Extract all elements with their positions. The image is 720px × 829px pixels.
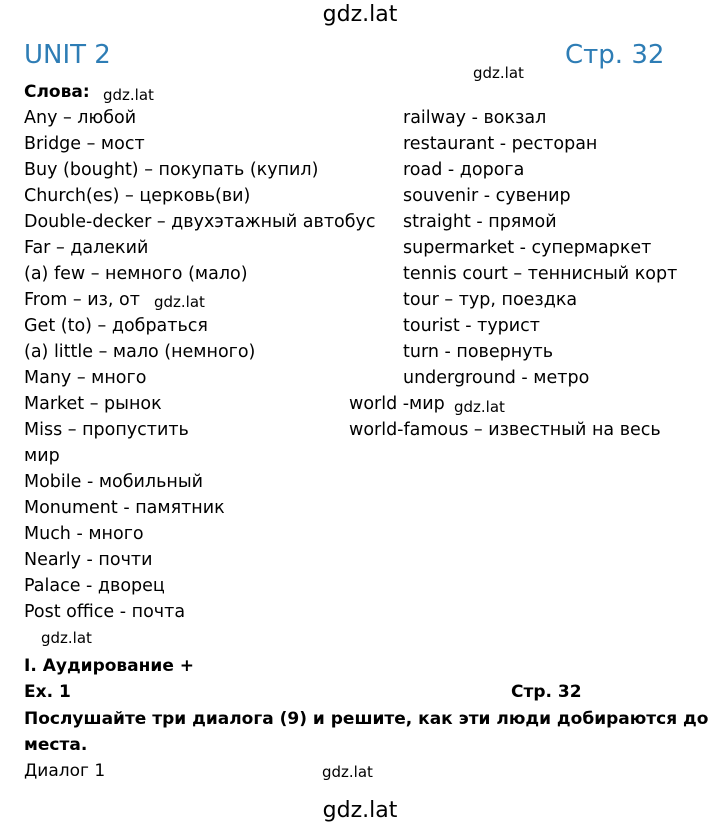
vocab-item: Buy (bought) – покупать (купил) [24, 160, 319, 180]
vocab-item: Far – далекий [24, 238, 149, 258]
vocab-item: Get (to) – добраться [24, 316, 208, 336]
vocab-item: underground - метро [403, 368, 590, 388]
vocab-item: Church(es) – церковь(ви) [24, 186, 251, 206]
page-number: Стр. 32 [565, 40, 665, 70]
vocab-item: Market – рынок [24, 394, 162, 414]
vocabulary-left-column [24, 105, 376, 625]
vocab-item: Nearly - почти [24, 550, 153, 570]
vocab-item: From – из, от [24, 290, 140, 310]
dialog-label: Диалог 1 [24, 761, 106, 781]
exercise-label: Ex. 1 [24, 682, 71, 702]
instruction-line-2: места. [24, 735, 88, 755]
vocab-item: supermarket - супермаркет [403, 238, 652, 258]
vocab-item: Any – любой [24, 108, 137, 128]
vocab-item: Monument - памятник [24, 498, 225, 518]
watermark-top: gdz.lat [322, 2, 398, 27]
watermark-from: gdz.lat [154, 293, 205, 311]
watermark-header: gdz.lat [473, 64, 524, 82]
vocab-item: Double-decker – двухэтажный автобус [24, 212, 376, 232]
vocab-item: Much - много [24, 524, 144, 544]
vocab-item: Miss – пропустить [24, 420, 189, 440]
instruction-line-1: Послушайте три диалога (9) и решите, как эти люди добираются до [24, 709, 709, 729]
vocab-item: world -мир [349, 394, 445, 414]
vocab-item: road - дорога [403, 160, 525, 180]
exercise-page: Стр. 32 [511, 682, 582, 702]
vocab-item: Many – много [24, 368, 147, 388]
vocab-item: tourist - турист [403, 316, 540, 336]
vocab-item: railway - вокзал [403, 108, 547, 128]
vocab-item: turn - повернуть [403, 342, 554, 362]
vocab-item: straight - прямой [403, 212, 557, 232]
section-title: I. Аудирование + [24, 656, 195, 676]
vocab-item: (a) little – мало (немного) [24, 342, 256, 362]
words-label: Слова: [24, 82, 90, 102]
vocab-item: Bridge – мост [24, 134, 145, 154]
watermark-post-office: gdz.lat [41, 629, 92, 647]
watermark-bottom: gdz.lat [322, 798, 398, 823]
vocab-item: souvenir - сувенир [403, 186, 571, 206]
vocab-item: tour – тур, поездка [403, 290, 578, 310]
watermark-dialog: gdz.lat [322, 763, 373, 781]
vocab-item: tennis court – теннисный корт [403, 264, 678, 284]
vocab-item: Mobile - мобильный [24, 472, 204, 492]
vocab-item: (a) few – немного (мало) [24, 264, 248, 284]
watermark-world: gdz.lat [454, 398, 505, 416]
watermark-words: gdz.lat [103, 86, 154, 104]
vocab-item: Post office - почта [24, 602, 186, 622]
unit-title: UNIT 2 [24, 40, 111, 70]
vocab-item: world-famous – известный на весь [349, 420, 661, 440]
vocabulary-right-column [403, 105, 677, 391]
vocab-item: мир [24, 446, 60, 466]
vocab-item: restaurant - ресторан [403, 134, 598, 154]
vocab-item: Palace - дворец [24, 576, 165, 596]
